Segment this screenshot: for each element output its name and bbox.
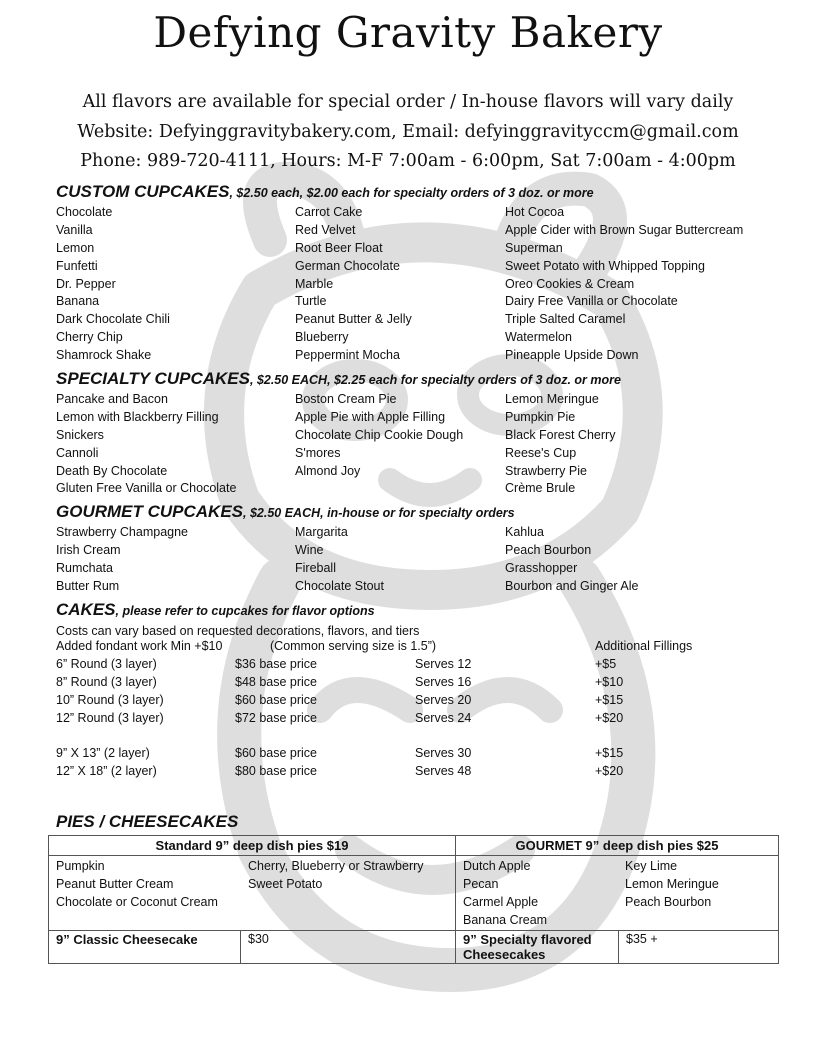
cake-filling-price: +$10 [595,674,624,689]
specialty-col-1 [56,391,236,498]
list-item: Pecan [463,877,499,891]
list-item: Snickers [56,427,104,442]
standard-pies-list [56,857,448,911]
list-item: Cherry Chip [56,330,123,345]
list-item: S'mores [295,445,341,460]
list-item: Root Beer Float [295,240,383,255]
list-item: Strawberry Pie [505,463,587,478]
list-item: Chocolate Stout [295,578,384,593]
custom-cupcakes-title: CUSTOM CUPCAKES [56,182,230,201]
list-item: Chocolate or Coconut Cream [56,895,218,909]
gourmet-col-1 [56,524,188,596]
list-item: Key Lime [625,859,678,873]
cake-serves: Serves 12 [415,656,472,671]
cake-price: $48 base price [235,674,318,689]
contact-web-email: Website: Defyinggravitybakery.com, Email: defyinggravityccm@gmail.com [77,122,739,142]
list-item: Butter Rum [56,578,120,593]
list-item: Lemon [56,240,95,255]
table-spacer [56,728,756,746]
list-item: Peach Bourbon [505,542,592,557]
list-item: Margarita [295,525,348,539]
standard-pies-col-1 [56,857,248,911]
list-item: Blueberry [295,330,349,345]
list-item: Kahlua [505,525,544,539]
gourmet-cupcakes-heading [56,502,515,522]
list-item: German Chocolate [295,258,400,273]
custom-col-3 [505,204,743,365]
list-item: Superman [505,240,563,255]
list-item: Black Forest Cherry [505,427,616,442]
table-row [56,657,756,675]
list-item: Marble [295,276,334,291]
cake-filling-price: +$5 [595,656,617,671]
list-item: Dr. Pepper [56,276,116,291]
cake-price: $72 base price [235,710,318,725]
list-item: Pineapple Upside Down [505,348,639,363]
custom-col-2 [295,204,412,365]
cake-filling-price: +$20 [595,710,624,725]
list-item: Pancake and Bacon [56,392,168,406]
cake-serves: Serves 16 [415,674,472,689]
gourmet-col-3 [505,524,638,596]
cake-size: 12” X 18” (2 layer) [56,764,157,779]
list-item: Grasshopper [505,560,578,575]
cake-price: $60 base price [235,692,318,707]
gourmet-pies-col-2 [625,857,719,929]
cake-size: 10” Round (3 layer) [56,692,164,707]
specialty-cupcakes-note: , $2.50 EACH, $2.25 each for specialty orders of 3 doz. or more [249,373,621,387]
list-item: Crème Brule [505,481,576,496]
list-item: Carmel Apple [463,895,539,909]
list-item: Chocolate [56,205,113,219]
list-item: Peanut Butter Cream [56,877,174,891]
custom-cupcakes-heading [56,182,594,202]
list-item: Peach Bourbon [625,895,712,909]
cake-price: $80 base price [235,764,318,779]
cake-filling-price: +$15 [595,746,624,761]
cake-size: 9” X 13” (2 layer) [56,746,150,761]
list-item: Chocolate Chip Cookie Dough [295,427,464,442]
list-item: Dark Chocolate Chili [56,312,170,327]
cake-serves: Serves 48 [415,764,472,779]
cakes-price-table [56,639,756,782]
list-item: Dutch Apple [463,859,531,873]
cakes-cost-note: Costs can vary based on requested decorations, flavors, and tiers [56,624,420,638]
table-row [56,746,756,764]
standard-pies-cell [49,856,456,931]
cakes-header-row [56,639,756,657]
classic-cheesecake-label: 9” Classic Cheesecake [49,931,241,964]
cake-size: 8” Round (3 layer) [56,674,157,689]
cheesecake-row [49,931,779,964]
list-item: Death By Chocolate [56,463,168,478]
list-item: Banana [56,294,100,309]
contact-phone-hours: Phone: 989-720-4111, Hours: M-F 7:00am - 6:00pm, Sat 7:00am - 4:00pm [80,151,736,171]
cake-size: 6” Round (3 layer) [56,656,157,671]
standard-pies-col-2 [248,857,424,911]
cake-filling-price: +$15 [595,692,624,707]
list-item: Lemon with Blackberry Filling [56,409,219,424]
fondant-note: Added fondant work Min +$10 [56,639,223,653]
list-item: Pumpkin [56,859,105,873]
specialty-cupcakes-title: SPECIALTY CUPCAKES [56,369,250,388]
list-item: Apple Cider with Brown Sugar Buttercream [505,222,744,237]
cake-price: $60 base price [235,746,318,761]
cake-serves: Serves 20 [415,692,472,707]
list-item: Funfetti [56,258,98,273]
list-item: Fireball [295,560,336,575]
specialty-cheesecake-label: 9” Specialty flavored Cheesecakes [456,931,619,964]
list-item: Bourbon and Ginger Ale [505,578,639,593]
list-item: Cherry, Blueberry or Strawberry [248,859,424,873]
specialty-cheesecake-price: $35 + [619,931,779,964]
list-item: Cannoli [56,445,99,460]
list-item: Almond Joy [295,463,361,478]
custom-col-1 [56,204,170,365]
list-item: Peanut Butter & Jelly [295,312,412,327]
list-item: Strawberry Champagne [56,525,189,539]
cake-filling-price: +$20 [595,764,624,779]
table-row [56,693,756,711]
gourmet-pies-list [463,857,771,929]
pies-heading: PIES / CHEESECAKES [56,812,239,831]
cake-serves: Serves 30 [415,746,472,761]
table-row [56,711,756,729]
specialty-col-3 [505,391,615,498]
list-item: Peppermint Mocha [295,348,400,363]
cake-price: $36 base price [235,656,318,671]
gourmet-cupcakes-title: GOURMET CUPCAKES [56,502,244,521]
list-item: Hot Cocoa [505,205,565,219]
specialty-col-2 [295,391,463,480]
list-item: Rumchata [56,560,113,575]
list-item: Watermelon [505,330,572,345]
list-item: Lemon Meringue [505,392,599,406]
custom-cupcakes-note: , $2.50 each, $2.00 each for specialty orders of 3 doz. or more [229,186,594,200]
list-item: Red Velvet [295,222,356,237]
pies-flavors-row [49,856,779,931]
list-item: Dairy Free Vanilla or Chocolate [505,294,678,309]
cake-serves: Serves 24 [415,710,472,725]
cakes-note: , please refer to cupcakes for flavor options [115,604,375,618]
pies-table [48,835,779,964]
list-item: Sweet Potato with Whipped Topping [505,258,705,273]
cake-size: 12” Round (3 layer) [56,710,164,725]
table-row [56,675,756,693]
standard-pies-header: Standard 9” deep dish pies $19 [49,836,456,856]
list-item: Shamrock Shake [56,348,152,363]
gourmet-cupcakes-note: , $2.50 EACH, in-house or for specialty orders [243,506,515,520]
list-item: Reese's Cup [505,445,577,460]
list-item: Lemon Meringue [625,877,719,891]
list-item: Oreo Cookies & Cream [505,276,635,291]
cakes-title: CAKES [56,600,116,619]
list-item: Wine [295,542,324,557]
gourmet-pies-header: GOURMET 9” deep dish pies $25 [456,836,779,856]
list-item: Boston Cream Pie [295,392,397,406]
list-item: Pumpkin Pie [505,409,576,424]
list-item: Banana Cream [463,913,548,927]
list-item: Vanilla [56,222,93,237]
specialty-cupcakes-heading [56,369,621,389]
table-row [56,764,756,782]
list-item: Turtle [295,294,327,309]
pies-header-row [49,836,779,856]
list-item: Gluten Free Vanilla or Chocolate [56,481,237,496]
fillings-header: Additional Fillings [595,639,693,653]
list-item: Irish Cream [56,542,121,557]
gourmet-col-2 [295,524,384,596]
serving-size-note: (Common serving size is 1.5”) [270,639,437,653]
list-item: Triple Salted Caramel [505,312,626,327]
list-item: Carrot Cake [295,205,363,219]
classic-cheesecake-price: $30 [241,931,456,964]
list-item: Apple Pie with Apple Filling [295,409,446,424]
gourmet-pies-col-1 [463,857,625,929]
gourmet-pies-cell [456,856,779,931]
list-item: Sweet Potato [248,877,323,891]
bakery-title: Defying Gravity Bakery [153,8,663,57]
flavors-note: All flavors are available for special order / In-house flavors will vary daily [82,92,734,112]
cakes-heading [56,600,375,620]
